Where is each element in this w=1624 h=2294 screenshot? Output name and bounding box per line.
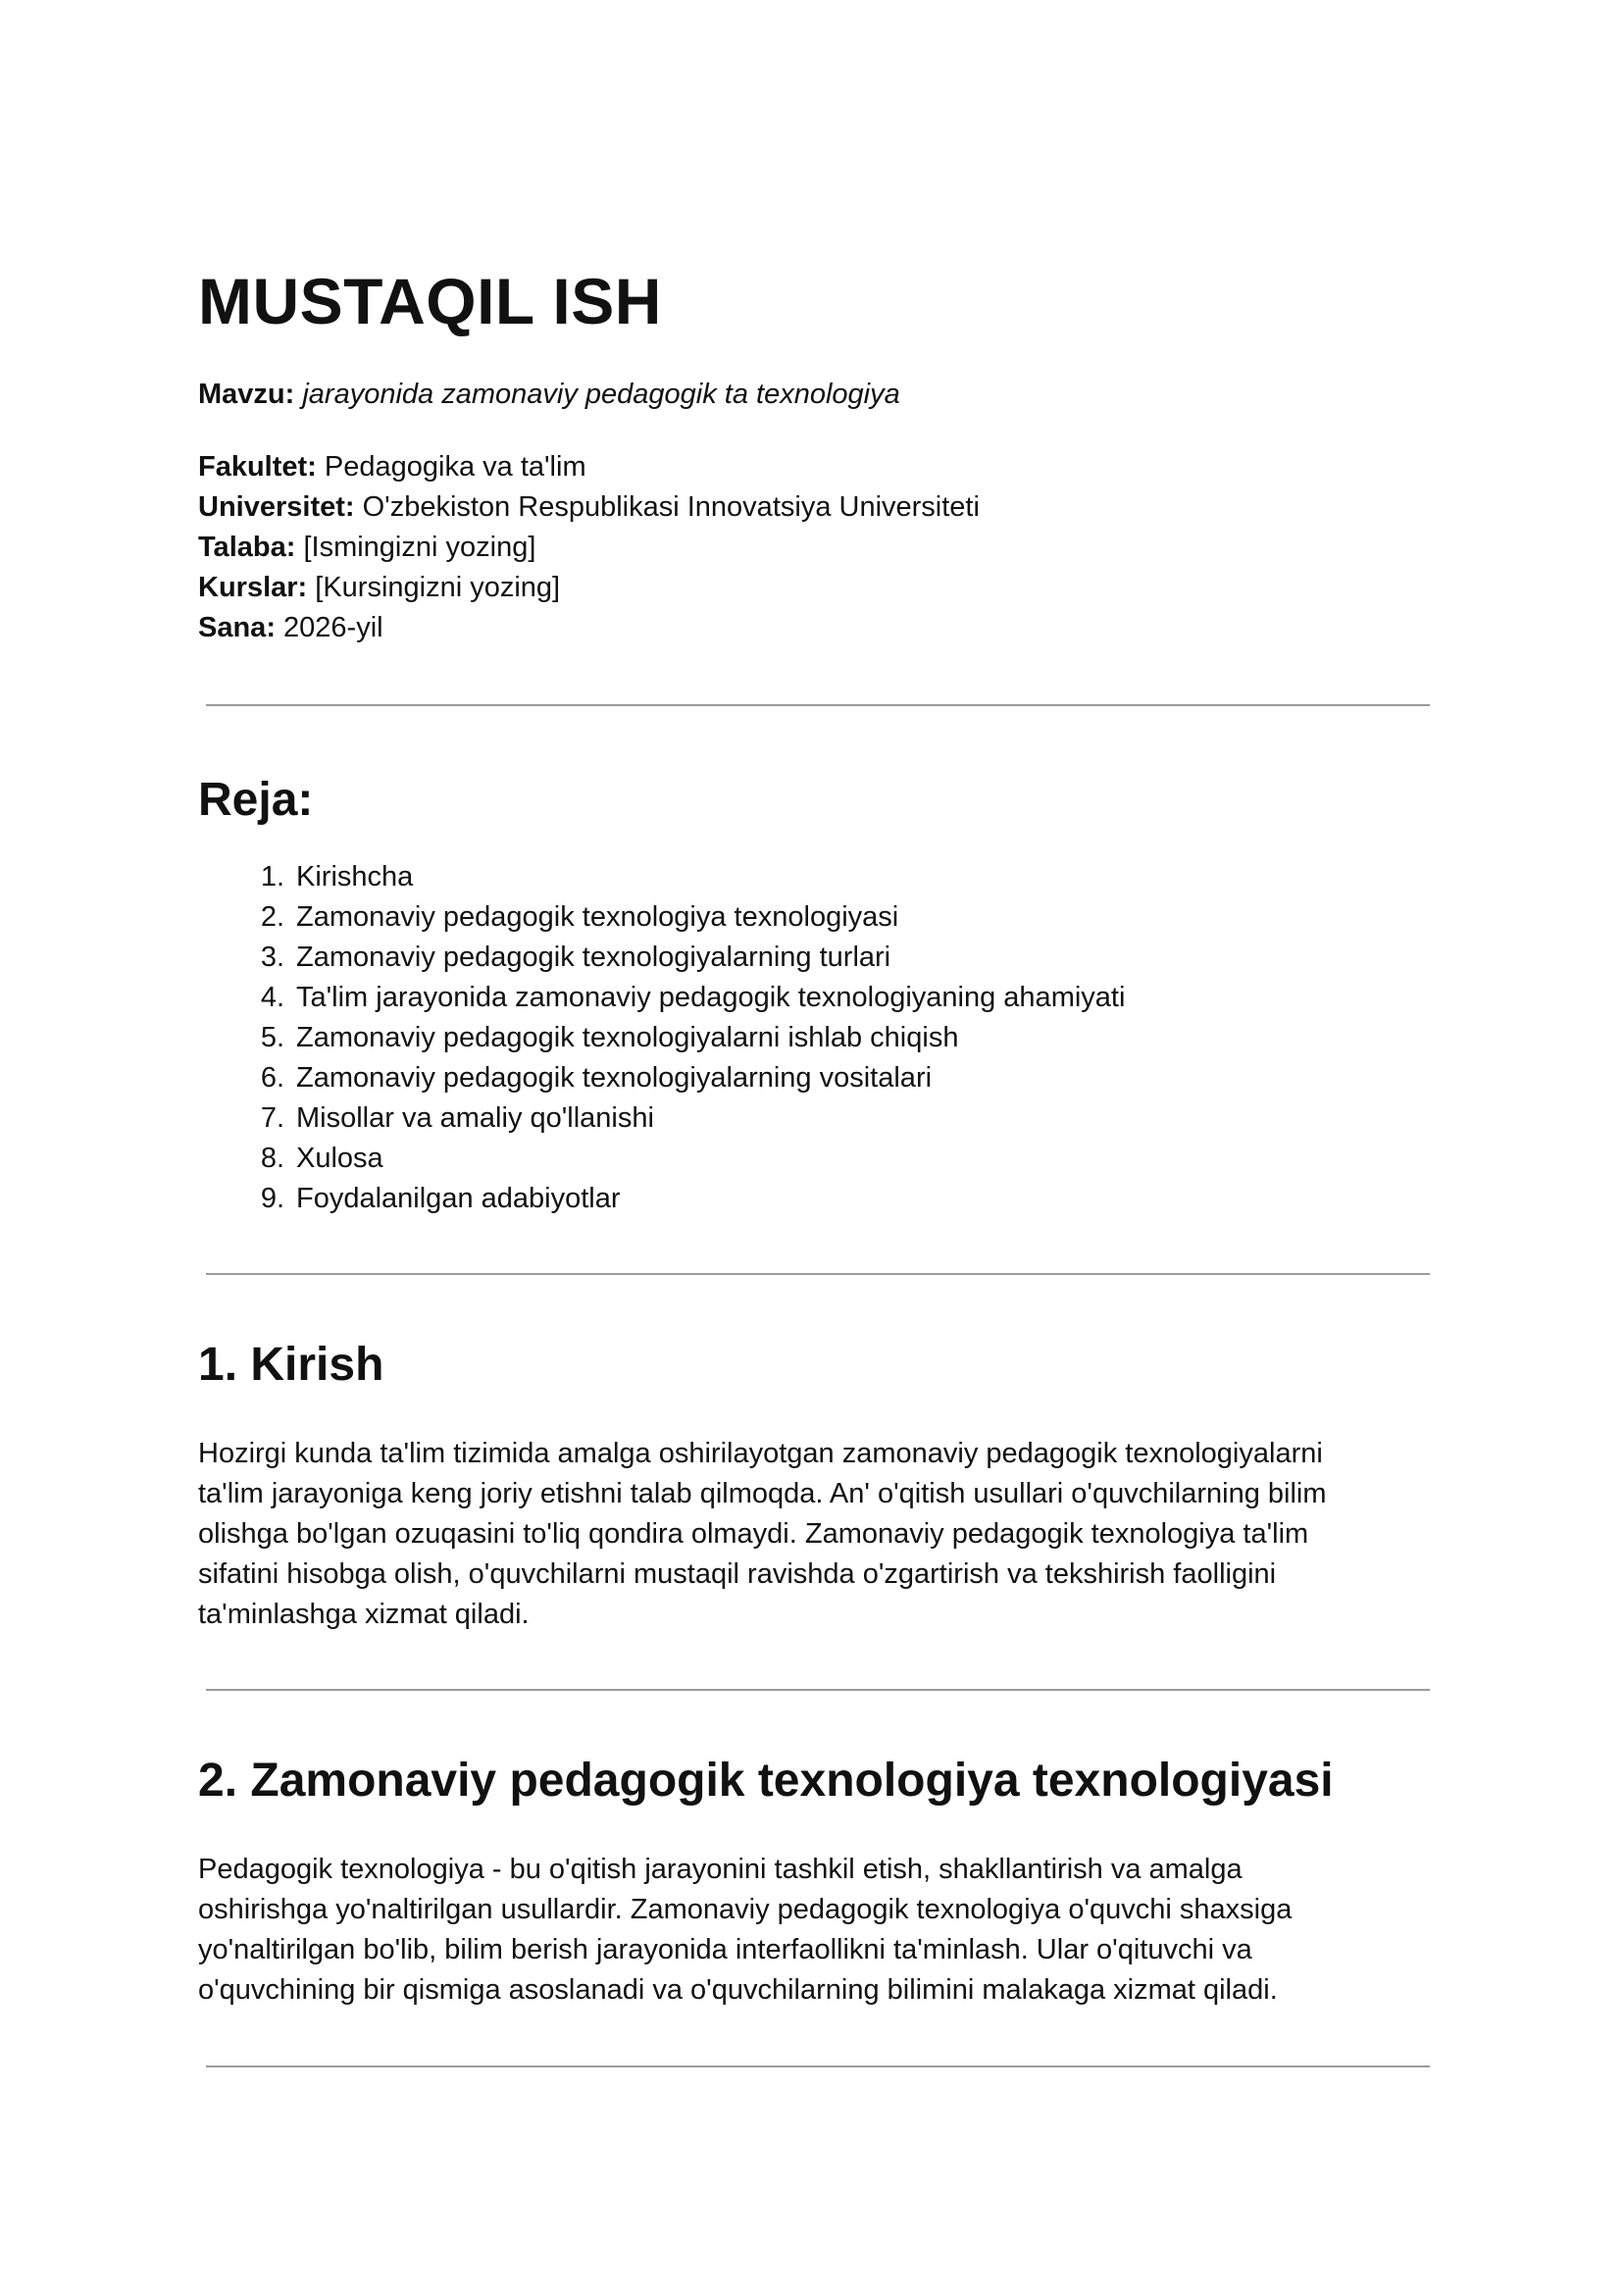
plan-item: [198, 938, 1424, 978]
plan-item-number: 1.: [260, 861, 284, 892]
meta-label: Talaba:: [198, 532, 296, 563]
plan-item-text: Foydalanilgan adabiyotlar: [296, 1183, 621, 1214]
meta-value: Pedagogika va ta'lim: [324, 451, 586, 483]
plan-item-number: 4.: [260, 982, 284, 1013]
body-line: ta'lim jarayoniga keng joriy etishni talab qilmoqda. An' o'qitish usullari o'quvchilarning bilim: [198, 1478, 1327, 1509]
meta-value: O'zbekiston Respublikasi Innovatsiya Universiteti: [362, 491, 980, 523]
plan-item-text: Xulosa: [296, 1143, 383, 1174]
plan-item: [198, 857, 1424, 897]
document-content: [198, 257, 1424, 2067]
section-divider: [206, 1689, 1430, 1691]
plan-item-text: Zamonaviy pedagogik texnologiyalarning turlari: [296, 942, 891, 973]
meta-block: [198, 447, 1424, 648]
topic-label: Mavzu:: [198, 379, 295, 410]
plan-item: [198, 1179, 1424, 1219]
plan-item-number: 7.: [260, 1102, 284, 1134]
body-line: olishga bo'lgan ozuqasini to'liq qondira olmaydi. Zamonaviy pedagogik texnologiya ta'lim: [198, 1518, 1309, 1550]
plan-heading: Reja:: [198, 774, 314, 826]
section-body-intro: [198, 1434, 1424, 1635]
meta-courses: [198, 568, 1424, 608]
meta-value: 2026-yil: [283, 612, 383, 643]
section-body-technology: [198, 1850, 1424, 2011]
body-line: ta'minlashga xizmat qiladi.: [198, 1599, 530, 1630]
section-divider: [206, 704, 1430, 706]
plan-item-text: Zamonaviy pedagogik texnologiya texnologiyasi: [296, 901, 899, 933]
meta-label: Sana:: [198, 612, 276, 643]
plan-item-number: 5.: [260, 1022, 284, 1053]
plan-item-number: 6.: [260, 1062, 284, 1094]
document-title: MUSTAQIL ISH: [198, 265, 662, 337]
body-line: yo'naltirilgan bo'lib, bilim berish jarayonida interfaollikni ta'minlash. Ular o'qituvchi va: [198, 1934, 1252, 1965]
meta-label: Fakultet:: [198, 451, 317, 483]
body-line: o'quvchining bir qismiga asoslanadi va o'quvchilarning bilimini malakaga xizmat qiladi.: [198, 1974, 1278, 2006]
body-line: Hozirgi kunda ta'lim tizimida amalga oshirilayotgan zamonaviy pedagogik texnologiyalarni: [198, 1438, 1323, 1469]
meta-label: Universitet:: [198, 491, 355, 523]
plan-item-text: Ta'lim jarayonida zamonaviy pedagogik texnologiyaning ahamiyati: [296, 982, 1126, 1013]
plan-item-text: Kirishcha: [296, 861, 414, 892]
meta-value: [Kursingizni yozing]: [315, 572, 561, 603]
plan-item-text: Zamonaviy pedagogik texnologiyalarning vositalari: [296, 1062, 933, 1094]
plan-item-text: Misollar va amaliy qo'llanishi: [296, 1102, 654, 1134]
plan-item: [198, 897, 1424, 938]
meta-label: Kurslar:: [198, 572, 308, 603]
section-heading-technology: 2. Zamonaviy pedagogik texnologiya texnologiyasi: [198, 1755, 1334, 1807]
meta-student: [198, 528, 1424, 568]
body-line: oshirishga yo'naltirilgan usullardir. Zamonaviy pedagogik texnologiya o'quvchi shaxsiga: [198, 1894, 1293, 1925]
meta-value: [Ismingizni yozing]: [303, 532, 536, 563]
plan-item-number: 9.: [260, 1183, 284, 1214]
plan-item: [198, 1058, 1424, 1098]
meta-university: [198, 487, 1424, 528]
plan-item-number: 8.: [260, 1143, 284, 1174]
plan-item: [198, 978, 1424, 1018]
plan-item: [198, 1139, 1424, 1179]
meta-faculty: [198, 447, 1424, 487]
body-line: sifatini hisobga olish, o'quvchilarni mustaqil ravishda o'zgartirish va tekshirish faolligini: [198, 1558, 1277, 1590]
topic-line: [198, 375, 1424, 414]
meta-date: [198, 608, 1424, 648]
plan-item-number: 2.: [260, 901, 284, 933]
plan-item: [198, 1018, 1424, 1058]
plan-item: [198, 1098, 1424, 1139]
section-heading-intro: 1. Kirish: [198, 1339, 384, 1391]
plan-list: [198, 857, 1424, 1219]
section-divider: [206, 2065, 1430, 2067]
body-line: Pedagogik texnologiya - bu o'qitish jarayonini tashkil etish, shakllantirish va amalga: [198, 1854, 1243, 1885]
topic-value: jarayonida zamonaviy pedagogik ta texnologiya: [302, 379, 900, 410]
section-divider: [206, 1273, 1430, 1275]
plan-item-number: 3.: [260, 942, 284, 973]
plan-item-text: Zamonaviy pedagogik texnologiyalarni ishlab chiqish: [296, 1022, 959, 1053]
